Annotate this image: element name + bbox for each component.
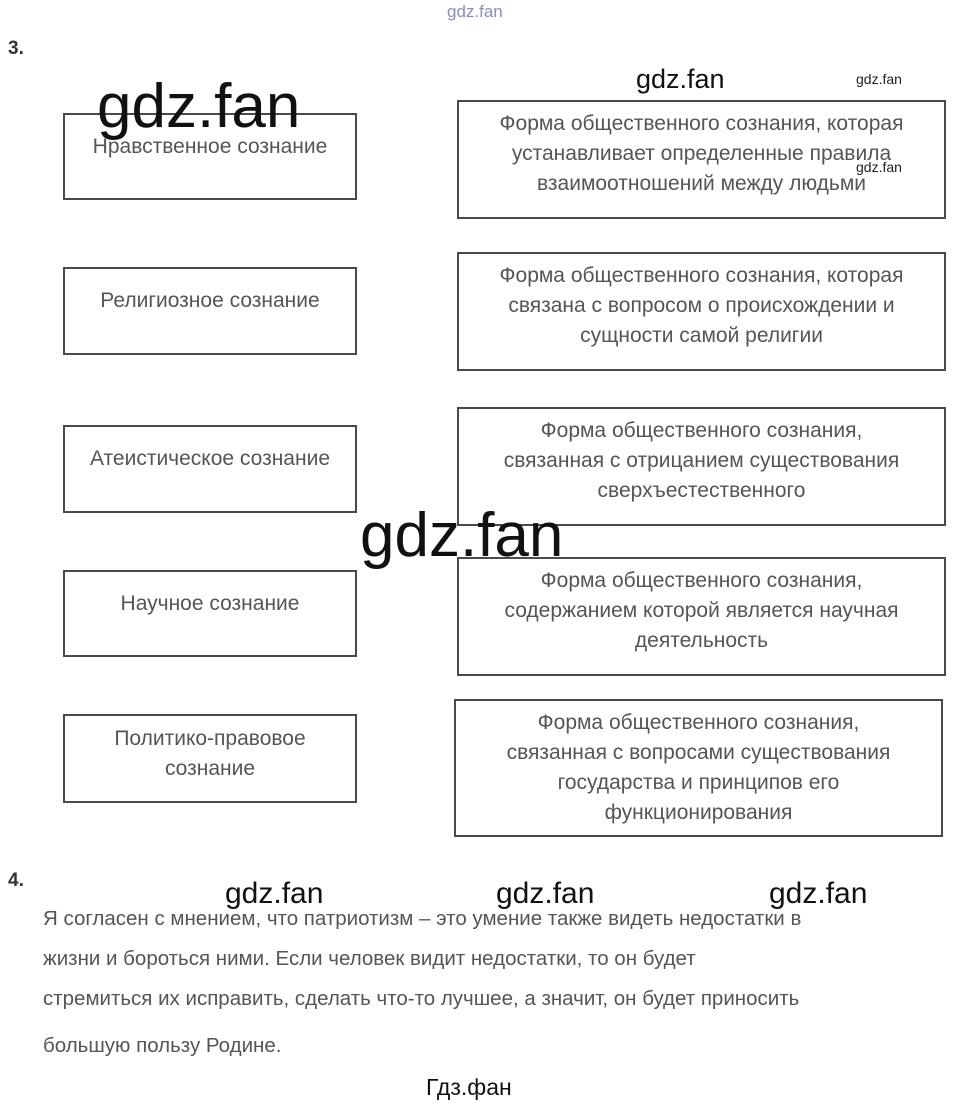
definition-1-line-3: взаимоотношений между людьми (536, 172, 867, 195)
watermark-footer: Гдз.фан (426, 1074, 512, 1100)
definition-1-line-1: Форма общественного сознания, которая (499, 112, 904, 135)
definition-box-4 (457, 557, 946, 676)
definition-5-line-3: государства и принципов его (557, 771, 840, 794)
watermark-row-2: gdz.fan (496, 877, 595, 910)
task-4-line-2: жизни и бороться ними. Если человек видит недостатки, то он будет (43, 947, 696, 970)
term-5-line-1: Политико-правовое (114, 727, 306, 750)
watermark-mid-top-right: gdz.fan (636, 64, 725, 94)
term-box-3 (63, 425, 357, 513)
definition-2-line-3: сущности самой религии (580, 324, 823, 347)
watermark-big-top-left: gdz.fan (97, 72, 301, 141)
watermark-row-1: gdz.fan (225, 877, 324, 910)
term-1-line-1: Нравственное сознание (92, 135, 328, 158)
watermark-big-center: gdz.fan (360, 501, 564, 570)
task-4-line-1: Я согласен с мнением, что патриотизм – это умение также видеть недостатки в (43, 907, 802, 930)
task-4-number: 4. (8, 870, 24, 891)
task-3-number: 3. (8, 38, 24, 59)
definition-4-line-1: Форма общественного сознания, (540, 569, 863, 592)
watermark-small-top-right: gdz.fan (856, 71, 902, 87)
task-4-line-4: большую пользу Родине. (43, 1034, 282, 1057)
term-box-5 (63, 714, 357, 803)
task-4-line-3: стремиться их исправить, сделать что-то лучшее, а значит, он будет приносить (43, 987, 800, 1010)
watermark-small-inside-box: gdz.fan (856, 159, 902, 175)
definition-4-line-2: содержанием которой является научная (504, 599, 899, 622)
term-2-line-1: Религиозное сознание (100, 289, 320, 312)
definition-3-line-1: Форма общественного сознания, (540, 419, 863, 442)
definition-1-line-2: устанавливает определенные правила (511, 142, 892, 165)
term-3-line-1: Атеистическое сознание (89, 447, 330, 470)
definition-5-line-4: функционирования (604, 801, 793, 824)
definition-5-line-1: Форма общественного сознания, (537, 711, 860, 734)
definition-2-line-1: Форма общественного сознания, которая (499, 264, 904, 287)
definition-4-line-3: деятельность (634, 629, 769, 652)
definition-5-line-2: связанная с вопросами существования (506, 741, 891, 764)
definition-3-line-3: сверхъестественного (597, 479, 806, 502)
definition-3-line-2: связанная с отрицанием существования (503, 449, 900, 472)
definition-box-5 (454, 699, 943, 837)
term-box-4 (63, 570, 357, 657)
watermark-top: gdz.fan (447, 2, 503, 21)
term-box-2 (63, 267, 357, 355)
definition-2-line-2: связана с вопросом о происхождении и (508, 294, 895, 317)
definition-box-2 (457, 252, 946, 371)
watermark-row-3: gdz.fan (769, 877, 868, 910)
term-4-line-1: Научное сознание (120, 592, 300, 615)
term-5-line-2: сознание (164, 757, 256, 780)
